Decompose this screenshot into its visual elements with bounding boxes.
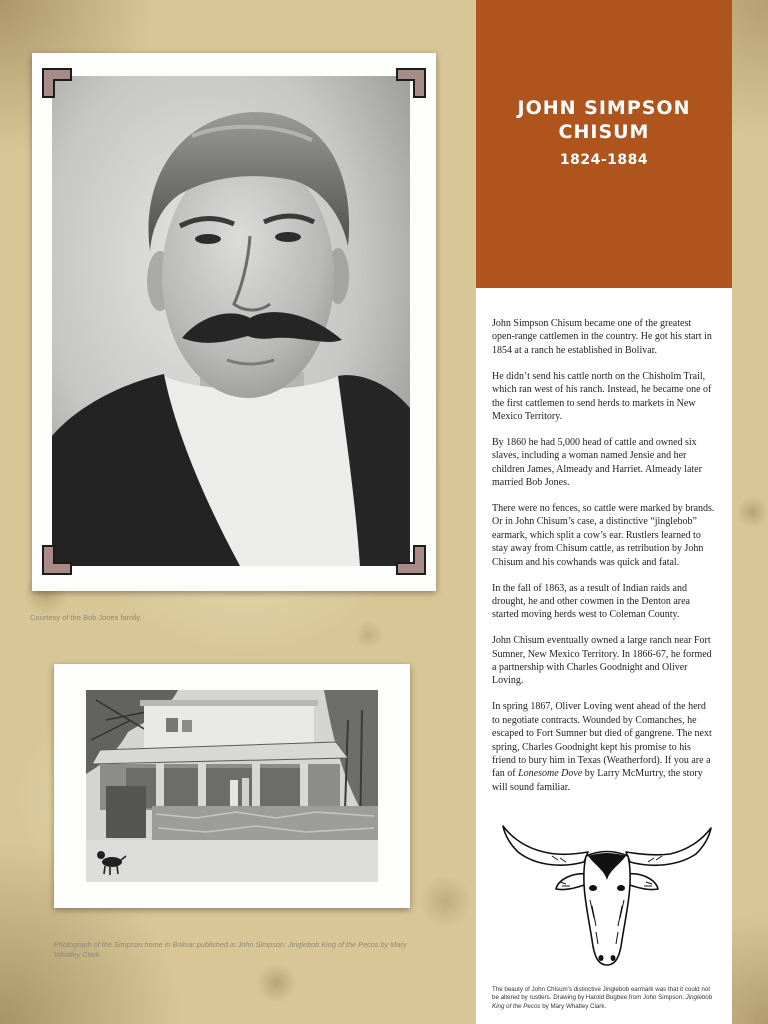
body-paragraph: John Chisum eventually owned a large ranch near Fort Sumner, New Mexico Territory. In 1866-67, he formed a partnership with Charles Goodnight and Oliver Loving. [492,635,712,687]
body-paragraph: John Simpson Chisum became one of the greatest open-range cattlemen in the country. He got his start in 1854 at a ranch he established in Bolivar. [492,318,712,356]
title-line-1: JOHN SIMPSON [517,97,691,119]
final-paragraph-text-end: by Larry McMurtry, the story will sound familiar. [492,768,703,793]
longhorn-caption-book-title: Jinglebob King of the Pecos [492,994,713,1010]
photo-corner-top-right [396,68,426,98]
portrait-caption: Courtesy of the Bob Jones family. [30,613,142,622]
text-column [476,288,732,1024]
final-paragraph-text: In spring 1867, Oliver Loving went ahead of the herd to negotiate contracts. Wounded by Comanches, he escaped to Fort Sumner but died of gangrene. The next spring, Charles Goodnight kept his promise to his friend to bury him in Texas (Weatherford). If you are a fan of [492,701,712,780]
longhorn-caption-text-end: by Mary Whatley Clark. [540,1002,607,1010]
book-title: Lonesome Dove [518,768,583,780]
house-caption: Photograph of the Simpson home in Bolivar published in John Simpson: Jinglebob King of the Pecos by Mary Whatley Clark. [54,940,407,959]
page-title [476,96,732,144]
body-paragraph-final [492,700,716,794]
photo-corner-top-left [42,68,72,98]
body-paragraph: He didn’t send his cattle north on the Chisholm Trail, which ran west of his ranch. Instead, he became one of the first cattlemen to send herds to markets in New Mexico Territory. [492,370,712,422]
photo-corner-bottom-right [396,545,426,575]
title-banner [476,0,732,288]
house-photo [86,690,378,882]
house-card [54,664,410,908]
longhorn-caption [492,986,716,1011]
life-dates: 1824-1884 [559,152,649,168]
body-paragraph: In the fall of 1863, as a result of Indian raids and drought, he and other cowmen in the Denton area started moving herds west to Coleman County. [492,582,690,621]
body-paragraph: There were no fences, so cattle were marked by brands. Or in John Chisum’s case, a distinctive “jinglebob” earmark, which split a cow’s ear. Rustlers learned to stay away from Chisum cattle, as retribution by John Chisum and his cowhands was quick and fatal. [492,502,715,568]
portrait-photo [52,76,410,566]
body-paragraph: By 1860 he had 5,000 head of cattle and owned six slaves, including a woman named Jensie and her children James, Almeady and Harriet. Almeady later married Bob Jones. [492,436,702,489]
title-line-2: CHISUM [558,121,650,143]
photo-corner-bottom-left [42,545,72,575]
portrait-card [32,53,436,591]
longhorn-illustration [500,822,714,968]
longhorn-caption-text: The beauty of John Chisum’s distinctive Jinglebob earmark was that it could not be altered by rustlers. Drawing by Harold Bugbee from John Simpson: [492,986,710,1002]
body-text [492,317,716,807]
